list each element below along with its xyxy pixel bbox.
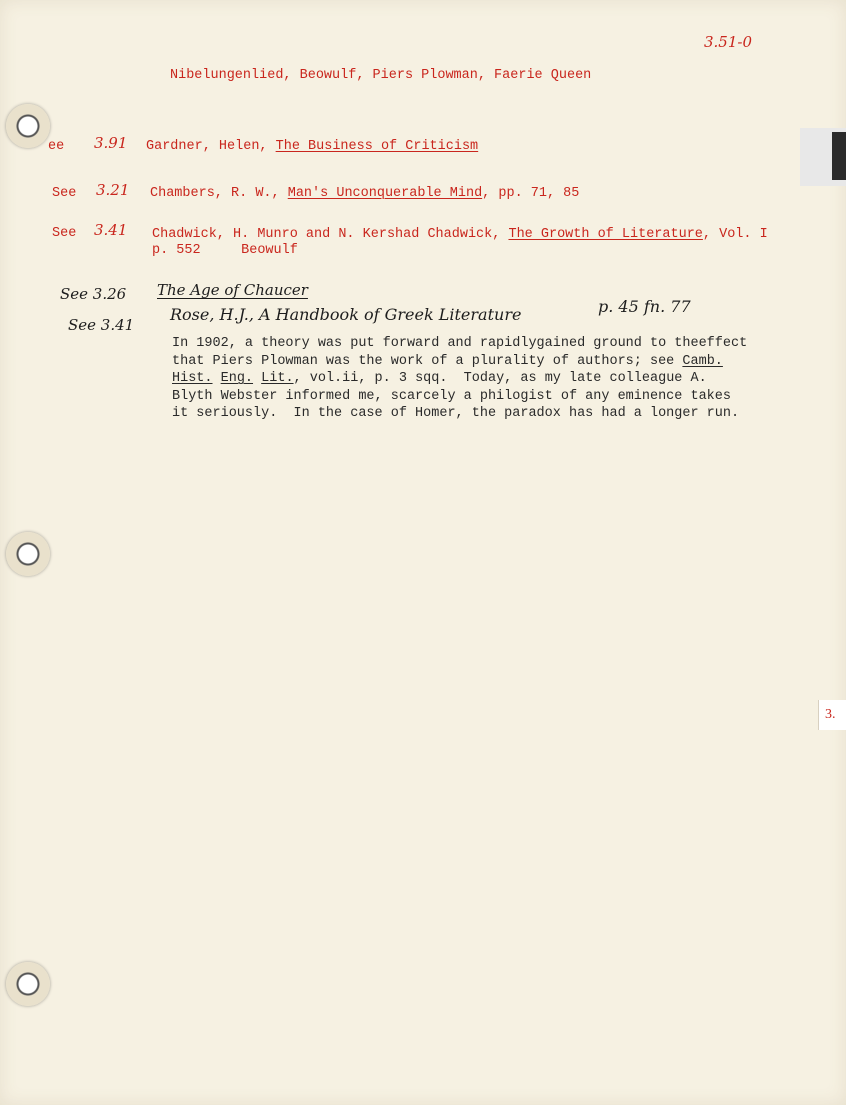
ref-title: The Business of Criticism (275, 139, 479, 154)
ref-author: Gardner, Helen, (146, 139, 276, 154)
quote-text (213, 371, 221, 386)
hand-see-label: See 3.26 (60, 285, 127, 303)
quote-underlined: Eng. (220, 371, 254, 386)
ref-title: The Growth of Literature (508, 227, 703, 242)
ref-after: , pp. 71, 85 (482, 186, 580, 201)
binder-hole-bottom (6, 962, 50, 1006)
ref-number: 3.91 (94, 134, 128, 152)
quote-underlined: Camb. (682, 353, 723, 369)
quote-line (172, 335, 782, 353)
hand-see-label: See 3.41 (68, 316, 135, 334)
ref-entry-line2 (152, 243, 298, 259)
binder-hole-top (6, 104, 50, 148)
quote-underlined: Hist. (172, 371, 213, 386)
quote-text: it seriously. In the case of Homer, the paradox has had a longer run. (172, 406, 740, 421)
binder-hole-middle (6, 532, 50, 576)
ref-subject: Beowulf (241, 243, 298, 258)
quote-line (172, 405, 782, 423)
quote-line (172, 370, 782, 388)
hand-note-citation: Rose, H.J., A Handbook of Greek Literature (170, 305, 522, 324)
ref-title: Man's Unconquerable Mind (287, 186, 483, 201)
ref-after: , Vol. I (702, 227, 768, 242)
ref-author: Chadwick, H. Munro and N. Kershad Chadwick, (152, 227, 509, 242)
quote-underlined: Lit. (261, 371, 294, 386)
ref-number: 3.21 (96, 181, 130, 199)
quote-text: Blyth Webster informed me, scarcely a philogist of any eminence takes (172, 388, 731, 404)
ref-page: p. 552 (152, 243, 201, 258)
quote-line (172, 388, 782, 406)
quote-text (253, 371, 261, 386)
ref-number: 3.41 (94, 221, 128, 239)
index-tab-dark-edge (832, 132, 846, 180)
ref-entry (150, 186, 579, 202)
ref-author: Chambers, R. W., (150, 186, 288, 201)
quotation (172, 335, 782, 423)
quote-line (172, 353, 782, 371)
topic-heading: Nibelungenlied, Beowulf, Piers Plowman, Faerie Queen (170, 68, 592, 83)
side-tag: 3. (818, 700, 846, 730)
quote-text: that Piers Plowman was the work of a plurality of authors; see (172, 353, 683, 369)
quote-text: , vol.ii, p. 3 sqq. Today, as my late colleague A. (293, 371, 707, 386)
corner-number: 3.51-0 (704, 33, 753, 51)
hand-note-title: The Age of Chaucer (157, 281, 308, 299)
ref-entry (152, 227, 768, 243)
hand-note-page: p. 45 fn. 77 (598, 297, 691, 316)
ref-see-label: ee (48, 139, 65, 154)
ref-see-label: See (52, 226, 77, 241)
ref-see-label: See (52, 186, 77, 201)
index-tab (800, 128, 846, 186)
quote-text: In 1902, a theory was put forward and rapidlygained ground to theeffect (172, 336, 748, 351)
ref-entry (146, 139, 478, 155)
